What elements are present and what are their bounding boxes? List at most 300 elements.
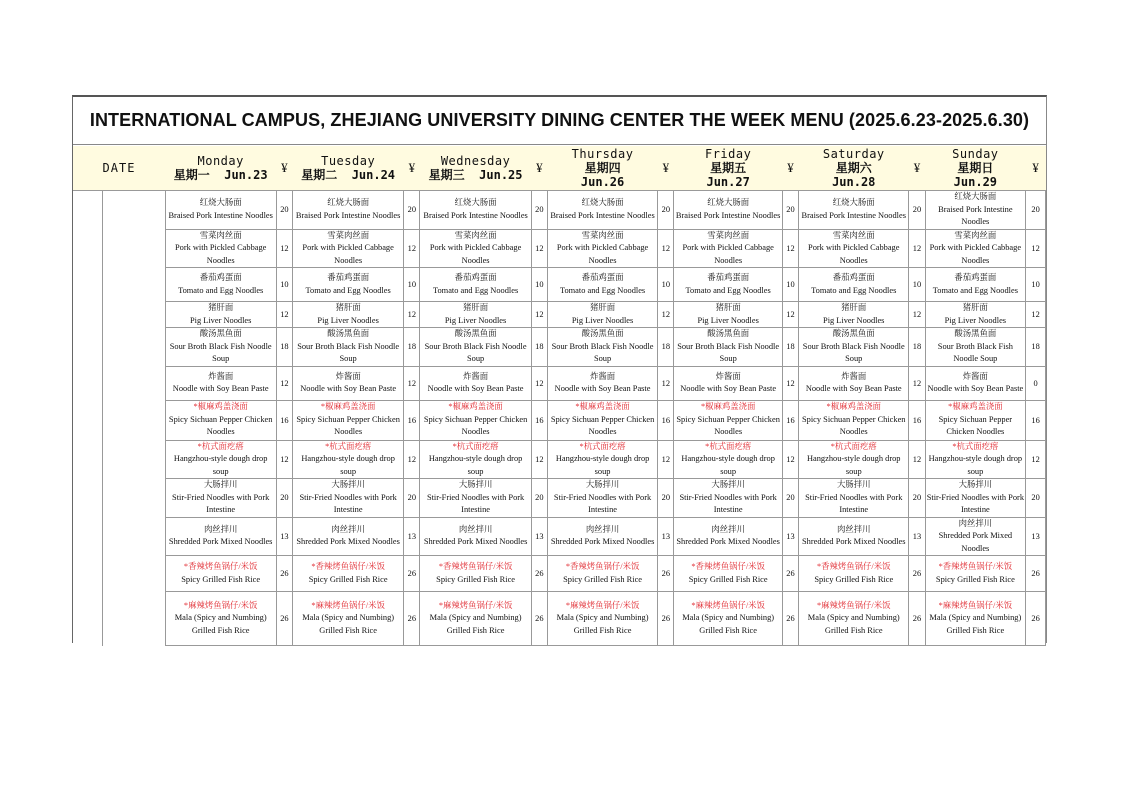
dish-name-cn: *椒麻鸡盖浇面 xyxy=(948,402,1003,412)
blank-cell xyxy=(102,517,165,556)
dish-name-en: Shredded Pork Mixed Noodles xyxy=(296,537,400,547)
price-cell: 16 xyxy=(531,400,547,440)
day-header-tuesday xyxy=(292,146,403,191)
dish-name-cn: 肉丝拌川 xyxy=(711,524,745,534)
date-cell xyxy=(73,366,102,400)
price-cell: 12 xyxy=(276,302,292,328)
dish-name-cn: 炸酱面 xyxy=(208,371,234,381)
dish-name-cn: *杭式面疙瘩 xyxy=(452,441,499,451)
dish-name-en: Mala (Spicy and Numbing) Grilled Fish Rice xyxy=(807,613,900,635)
dish-name-cn: 大肠拌川 xyxy=(585,480,620,489)
dish-name-en: Noodle with Soy Bean Paste xyxy=(172,384,269,393)
dish-cell xyxy=(674,592,783,646)
dish-name-en: Spicy Sichuan Pepper Chicken Noodles xyxy=(938,414,1013,437)
page-title: INTERNATIONAL CAMPUS, ZHEJIANG UNIVERSITY DINING CENTER THE WEEK MENU (2025.6.23-2025.6.30) xyxy=(73,97,1046,145)
price-cell: 20 xyxy=(531,479,547,518)
dish-cell xyxy=(674,556,783,592)
dish-name-cn: 猪肝面 xyxy=(463,303,489,312)
dish-name-en: Sour Broth Black Fish Noodle Soup xyxy=(424,341,527,363)
dish-name-en: Shredded Pork Mixed Noodles xyxy=(801,537,906,547)
price-cell: 16 xyxy=(1026,400,1046,440)
menu-row xyxy=(73,229,1046,268)
blank-cell xyxy=(102,440,165,479)
dish-name-en: Tomato and Egg Noodles xyxy=(932,285,1018,295)
menu-row xyxy=(73,366,1046,400)
date-cell xyxy=(73,268,102,302)
day-name: Sunday xyxy=(952,147,999,161)
dish-name-en: Noodle with Soy Bean Paste xyxy=(680,384,777,393)
price-cell: 18 xyxy=(276,328,292,367)
dish-name-en: Braised Pork Intestine Noodles xyxy=(550,210,655,220)
dish-cell xyxy=(799,517,909,556)
currency-header: ¥ xyxy=(782,146,798,191)
dish-name-en: Tomato and Egg Noodles xyxy=(432,285,519,295)
dish-name-cn: *麻辣烤鱼锅仔/米饭 xyxy=(565,600,640,610)
price-cell: 18 xyxy=(404,328,420,367)
dish-name-cn: *杭式面疙瘩 xyxy=(579,441,626,451)
dish-name-cn: 红烧大肠面 xyxy=(327,198,370,208)
price-cell: 12 xyxy=(404,366,420,400)
price-cell: 12 xyxy=(1026,302,1046,328)
dish-name-cn: 酸汤黑鱼面 xyxy=(199,329,242,338)
dish-cell xyxy=(420,592,531,646)
dish-name-cn: *椒麻鸡盖浇面 xyxy=(700,402,756,412)
price-cell: 26 xyxy=(276,592,292,646)
dish-name-cn: 红烧大肠面 xyxy=(199,198,242,208)
price-cell: 18 xyxy=(909,328,925,367)
dish-cell xyxy=(292,328,403,367)
dish-name-cn: 红烧大肠面 xyxy=(832,198,875,208)
dish-name-cn: 炸酱面 xyxy=(335,371,361,381)
dish-name-cn: 番茄鸡蛋面 xyxy=(454,273,497,282)
dish-name-cn: 肉丝拌川 xyxy=(958,518,993,528)
dish-name-cn: *杭式面疙瘩 xyxy=(830,441,877,451)
price-cell: 13 xyxy=(276,517,292,556)
price-cell: 26 xyxy=(404,592,420,646)
price-cell: 12 xyxy=(276,440,292,479)
dish-name-en: Pig Liver Noodles xyxy=(944,315,1007,325)
dish-cell xyxy=(165,191,276,230)
dish-cell xyxy=(165,400,276,440)
menu-row xyxy=(73,479,1046,518)
dish-name-cn: 红烧大肠面 xyxy=(954,192,997,201)
dish-cell xyxy=(547,440,657,479)
price-cell: 26 xyxy=(658,592,674,646)
price-cell: 12 xyxy=(658,366,674,400)
day-date: Jun.28 xyxy=(832,175,876,189)
dish-cell xyxy=(925,556,1026,592)
dish-name-en: Sour Broth Black Fish Noodle Soup xyxy=(677,341,780,363)
price-cell: 26 xyxy=(1026,556,1046,592)
dish-cell xyxy=(674,191,783,230)
price-cell: 12 xyxy=(658,229,674,268)
dish-name-en: Spicy Sichuan Pepper Chicken Noodles xyxy=(801,414,906,437)
price-cell: 18 xyxy=(782,328,798,367)
dish-name-cn: 番茄鸡蛋面 xyxy=(954,273,997,282)
dish-cell xyxy=(547,517,657,556)
dish-name-cn: 酸汤黑鱼面 xyxy=(707,329,750,338)
dish-cell xyxy=(547,592,657,646)
dish-name-en: Hangzhou-style dough drop soup xyxy=(173,454,268,476)
menu-row xyxy=(73,440,1046,479)
dish-cell xyxy=(165,479,276,518)
dish-name-cn: 肉丝拌川 xyxy=(203,524,238,534)
price-cell: 20 xyxy=(276,479,292,518)
dish-name-cn: 炸酱面 xyxy=(962,371,988,381)
dish-cell xyxy=(799,268,909,302)
dish-name-cn: 猪肝面 xyxy=(841,303,867,312)
menu-row xyxy=(73,328,1046,367)
dish-name-cn: 番茄鸡蛋面 xyxy=(707,273,750,282)
price-cell: 10 xyxy=(404,268,420,302)
dish-cell xyxy=(674,268,783,302)
dish-cell xyxy=(420,440,531,479)
dish-cell xyxy=(165,302,276,328)
dish-name-en: Pig Liver Noodles xyxy=(823,315,885,325)
dish-name-cn: 番茄鸡蛋面 xyxy=(581,273,624,282)
price-cell: 10 xyxy=(909,268,925,302)
dish-name-cn: 猪肝面 xyxy=(715,303,741,312)
dish-cell xyxy=(292,479,403,518)
dish-name-en: Pork with Pickled Cabbage Noodles xyxy=(929,243,1022,265)
dish-cell xyxy=(420,328,531,367)
dish-cell xyxy=(292,191,403,230)
dish-name-en: Stir-Fried Noodles with Pork Intestine xyxy=(299,492,397,514)
price-cell: 12 xyxy=(276,229,292,268)
dish-name-en: Spicy Sichuan Pepper Chicken Noodles xyxy=(550,414,655,437)
dish-cell xyxy=(292,229,403,268)
dish-name-cn: 雪菜肉丝面 xyxy=(199,230,242,240)
day-header-wednesday xyxy=(420,146,531,191)
day-header-friday xyxy=(674,146,783,191)
price-cell: 26 xyxy=(531,592,547,646)
price-cell: 12 xyxy=(658,440,674,479)
dish-name-en: Shredded Pork Mixed Noodles xyxy=(423,537,528,547)
dish-name-en: Sour Broth Black Fish Noodle Soup xyxy=(169,341,272,363)
price-cell: 20 xyxy=(1026,191,1046,230)
day-name-cn: 星期一 Jun.23 xyxy=(173,168,268,182)
dish-name-en: Spicy Sichuan Pepper Chicken Noodles xyxy=(676,414,780,437)
blank-cell xyxy=(102,479,165,518)
dish-cell xyxy=(547,366,657,400)
dish-name-en: Braised Pork Intestine Noodles xyxy=(938,204,1013,226)
dish-cell xyxy=(674,328,783,367)
price-cell: 20 xyxy=(658,191,674,230)
dish-name-cn: 肉丝拌川 xyxy=(836,524,871,534)
date-cell xyxy=(73,328,102,367)
dish-name-en: Shredded Pork Mixed Noodles xyxy=(676,537,780,547)
dish-name-en: Stir-Fried Noodles with Pork Intestine xyxy=(553,492,652,514)
dish-cell xyxy=(292,366,403,400)
dish-cell xyxy=(674,517,783,556)
date-cell xyxy=(73,302,102,328)
price-cell: 16 xyxy=(782,400,798,440)
dish-name-cn: 炸酱面 xyxy=(590,371,616,381)
dish-cell xyxy=(547,268,657,302)
date-header xyxy=(73,146,165,191)
dish-name-cn: 猪肝面 xyxy=(208,303,234,312)
dish-cell xyxy=(925,191,1026,230)
dish-name-en: Tomato and Egg Noodles xyxy=(178,285,264,295)
dish-name-en: Hangzhou-style dough drop soup xyxy=(681,454,775,476)
dish-name-en: Pig Liver Noodles xyxy=(189,315,252,325)
date-label: DATE xyxy=(102,161,136,175)
dish-name-cn: 大肠拌川 xyxy=(711,480,745,489)
dish-name-en: Pig Liver Noodles xyxy=(317,315,379,325)
blank-cell xyxy=(102,328,165,367)
dish-cell xyxy=(547,328,657,367)
menu-row xyxy=(73,302,1046,328)
dish-name-en: Mala (Spicy and Numbing) Grilled Fish Rice xyxy=(174,613,267,635)
price-cell: 12 xyxy=(531,229,547,268)
dish-cell xyxy=(420,229,531,268)
dish-cell xyxy=(292,556,403,592)
dish-name-cn: 雪菜肉丝面 xyxy=(832,230,875,240)
dish-name-en: Stir-Fried Noodles with Pork Intestine xyxy=(426,492,525,514)
dish-name-en: Noodle with Soy Bean Paste xyxy=(805,384,902,393)
price-cell: 26 xyxy=(909,556,925,592)
price-cell: 12 xyxy=(909,366,925,400)
dish-name-cn: 酸汤黑鱼面 xyxy=(454,329,497,338)
dish-cell xyxy=(165,366,276,400)
price-cell: 20 xyxy=(782,479,798,518)
date-cell xyxy=(73,592,102,646)
price-cell: 20 xyxy=(276,191,292,230)
menu-row xyxy=(73,191,1046,230)
dish-name-en: Braised Pork Intestine Noodles xyxy=(423,210,528,220)
dish-cell xyxy=(292,592,403,646)
menu-row xyxy=(73,400,1046,440)
dish-name-en: Sour Broth Black Fish Noodle Soup xyxy=(937,341,1013,363)
dish-cell xyxy=(799,366,909,400)
day-name: Monday xyxy=(197,154,244,168)
currency-header: ¥ xyxy=(404,146,420,191)
dish-name-cn: 大肠拌川 xyxy=(203,480,238,489)
dish-name-cn: *麻辣烤鱼锅仔/米饭 xyxy=(691,600,765,610)
dish-name-en: Mala (Spicy and Numbing) Grilled Fish Rice xyxy=(556,613,649,635)
price-cell: 12 xyxy=(909,302,925,328)
dish-name-cn: 肉丝拌川 xyxy=(585,524,620,534)
dish-cell xyxy=(799,328,909,367)
dish-cell xyxy=(925,229,1026,268)
dish-name-en: Tomato and Egg Noodles xyxy=(559,285,646,295)
dish-name-cn: *椒麻鸡盖浇面 xyxy=(448,402,503,412)
day-name: Saturday xyxy=(822,147,885,161)
currency-header: ¥ xyxy=(909,146,925,191)
price-cell: 12 xyxy=(276,366,292,400)
dish-name-en: Spicy Grilled Fish Rice xyxy=(935,574,1015,584)
price-cell: 0 xyxy=(1026,366,1046,400)
dish-cell xyxy=(165,517,276,556)
price-cell: 20 xyxy=(404,191,420,230)
currency-header: ¥ xyxy=(531,146,547,191)
dish-name-en: Pig Liver Noodles xyxy=(697,315,759,325)
dish-name-cn: *杭式面疙瘩 xyxy=(705,441,752,451)
price-cell: 12 xyxy=(531,302,547,328)
price-cell: 12 xyxy=(782,229,798,268)
dish-name-en: Noodle with Soy Bean Paste xyxy=(427,384,524,393)
dish-name-en: Noodle with Soy Bean Paste xyxy=(554,384,651,393)
dish-name-cn: *麻辣烤鱼锅仔/米饭 xyxy=(816,600,891,610)
dish-cell xyxy=(547,302,657,328)
dish-name-en: Stir-Fried Noodles with Pork Intestine xyxy=(172,492,270,514)
dish-name-en: Hangzhou-style dough drop soup xyxy=(555,454,650,476)
dish-cell xyxy=(420,302,531,328)
dish-cell xyxy=(674,229,783,268)
day-name: Tuesday xyxy=(321,154,376,168)
dish-name-cn: *椒麻鸡盖浇面 xyxy=(320,402,376,412)
dish-cell xyxy=(925,592,1026,646)
price-cell: 20 xyxy=(782,191,798,230)
dish-name-en: Spicy Grilled Fish Rice xyxy=(436,574,516,584)
menu-table xyxy=(73,146,1046,646)
dish-name-en: Shredded Pork Mixed Noodles xyxy=(168,537,273,547)
day-name: Thursday xyxy=(571,147,634,161)
currency-header: ¥ xyxy=(1026,146,1046,191)
dish-name-cn: *杭式面疙瘩 xyxy=(952,441,999,451)
dish-name-en: Stir-Fried Noodles with Pork Intestine xyxy=(805,492,903,514)
dish-cell xyxy=(420,517,531,556)
dish-cell xyxy=(420,268,531,302)
dish-name-cn: 红烧大肠面 xyxy=(581,198,624,208)
dish-name-cn: *椒麻鸡盖浇面 xyxy=(193,402,248,412)
day-name-cn: 星期六 xyxy=(835,161,872,175)
price-cell: 26 xyxy=(404,556,420,592)
price-cell: 13 xyxy=(782,517,798,556)
dish-cell xyxy=(674,366,783,400)
dish-cell xyxy=(420,191,531,230)
price-cell: 16 xyxy=(658,400,674,440)
dish-name-cn: 番茄鸡蛋面 xyxy=(199,273,242,282)
price-cell: 26 xyxy=(782,556,798,592)
price-cell: 13 xyxy=(1026,517,1046,556)
dish-name-cn: 红烧大肠面 xyxy=(707,198,750,208)
dish-name-cn: *香辣烤鱼锅仔/米饭 xyxy=(691,562,765,571)
dish-name-cn: *麻辣烤鱼锅仔/米饭 xyxy=(938,600,1013,610)
dish-name-cn: *香辣烤鱼锅仔/米饭 xyxy=(311,562,385,571)
dish-cell xyxy=(925,302,1026,328)
dish-cell xyxy=(925,268,1026,302)
blank-cell xyxy=(102,556,165,592)
blank-cell xyxy=(102,302,165,328)
currency-header: ¥ xyxy=(276,146,292,191)
dish-name-cn: *椒麻鸡盖浇面 xyxy=(575,402,630,412)
dish-name-en: Tomato and Egg Noodles xyxy=(685,285,771,295)
dish-name-en: Spicy Grilled Fish Rice xyxy=(814,574,894,584)
dish-name-en: Hangzhou-style dough drop soup xyxy=(806,454,901,476)
dish-cell xyxy=(925,366,1026,400)
price-cell: 18 xyxy=(1026,328,1046,367)
dish-cell xyxy=(292,517,403,556)
dish-cell xyxy=(799,191,909,230)
dish-name-cn: 酸汤黑鱼面 xyxy=(327,329,370,338)
price-cell: 20 xyxy=(909,479,925,518)
dish-name-en: Spicy Sichuan Pepper Chicken Noodles xyxy=(168,414,273,437)
day-header-sunday xyxy=(925,146,1026,191)
date-cell xyxy=(73,479,102,518)
dish-cell xyxy=(925,400,1026,440)
dish-name-cn: *麻辣烤鱼锅仔/米饭 xyxy=(183,600,258,610)
dish-name-cn: 雪菜肉丝面 xyxy=(454,230,497,240)
price-cell: 26 xyxy=(782,592,798,646)
dish-name-cn: 猪肝面 xyxy=(335,303,361,312)
price-cell: 20 xyxy=(1026,479,1046,518)
dish-name-en: Sour Broth Black Fish Noodle Soup xyxy=(551,341,654,363)
price-cell: 13 xyxy=(404,517,420,556)
dish-name-cn: 雪菜肉丝面 xyxy=(327,230,370,240)
dish-cell xyxy=(799,479,909,518)
dish-name-cn: *香辣烤鱼锅仔/米饭 xyxy=(183,562,258,571)
currency-header: ¥ xyxy=(658,146,674,191)
price-cell: 12 xyxy=(531,366,547,400)
dish-name-en: Noodle with Soy Bean Paste xyxy=(927,384,1024,393)
menu-row xyxy=(73,517,1046,556)
menu-body xyxy=(73,191,1046,646)
dish-cell xyxy=(799,440,909,479)
price-cell: 12 xyxy=(782,302,798,328)
dish-name-cn: 雪菜肉丝面 xyxy=(707,230,750,240)
dish-name-en: Pork with Pickled Cabbage Noodles xyxy=(556,243,649,265)
dish-name-en: Sour Broth Black Fish Noodle Soup xyxy=(297,341,400,363)
dish-name-en: Pork with Pickled Cabbage Noodles xyxy=(429,243,522,265)
dish-name-en: Mala (Spicy and Numbing) Grilled Fish Rice xyxy=(429,613,522,635)
dish-name-cn: 番茄鸡蛋面 xyxy=(832,273,875,282)
price-cell: 20 xyxy=(404,479,420,518)
dish-name-cn: 大肠拌川 xyxy=(331,480,365,489)
dish-cell xyxy=(799,556,909,592)
dish-cell xyxy=(799,592,909,646)
price-cell: 12 xyxy=(909,229,925,268)
menu-row xyxy=(73,268,1046,302)
day-name-cn: 星期三 Jun.25 xyxy=(428,168,523,182)
price-cell: 13 xyxy=(531,517,547,556)
dish-cell xyxy=(674,400,783,440)
dish-name-cn: 酸汤黑鱼面 xyxy=(581,329,624,338)
dish-name-en: Noodle with Soy Bean Paste xyxy=(300,384,397,393)
dish-name-en: Stir-Fried Noodles with Pork Intestine xyxy=(679,492,777,514)
dish-name-en: Pork with Pickled Cabbage Noodles xyxy=(682,243,774,265)
price-cell: 12 xyxy=(658,302,674,328)
dish-cell xyxy=(165,556,276,592)
dish-name-en: Mala (Spicy and Numbing) Grilled Fish Rice xyxy=(682,613,775,635)
dish-cell xyxy=(925,328,1026,367)
header-row xyxy=(73,146,1046,191)
dish-cell xyxy=(420,366,531,400)
dish-name-en: Hangzhou-style dough drop soup xyxy=(928,454,1023,476)
dish-name-en: Braised Pork Intestine Noodles xyxy=(295,210,401,220)
dish-name-cn: 雪菜肉丝面 xyxy=(954,230,997,240)
dish-name-en: Pig Liver Noodles xyxy=(444,315,507,325)
menu-sheet xyxy=(72,95,1047,643)
price-cell: 12 xyxy=(1026,229,1046,268)
price-cell: 10 xyxy=(1026,268,1046,302)
date-cell xyxy=(73,191,102,230)
dish-name-en: Stir-Fried Noodles with Pork Intestine xyxy=(926,492,1025,514)
dish-name-en: Braised Pork Intestine Noodles xyxy=(675,210,781,220)
dish-cell xyxy=(165,440,276,479)
dish-name-cn: *香辣烤鱼锅仔/米饭 xyxy=(938,562,1013,571)
day-name-cn: 星期四 xyxy=(584,161,621,175)
dish-name-en: Braised Pork Intestine Noodles xyxy=(168,210,273,220)
dish-name-cn: 肉丝拌川 xyxy=(458,524,493,534)
dish-name-en: Pig Liver Noodles xyxy=(571,315,634,325)
price-cell: 26 xyxy=(276,556,292,592)
price-cell: 13 xyxy=(909,517,925,556)
dish-name-cn: 猪肝面 xyxy=(962,303,988,312)
dish-cell xyxy=(420,400,531,440)
dish-name-en: Spicy Sichuan Pepper Chicken Noodles xyxy=(423,414,528,437)
dish-name-en: Shredded Pork Mixed Noodles xyxy=(938,531,1013,553)
